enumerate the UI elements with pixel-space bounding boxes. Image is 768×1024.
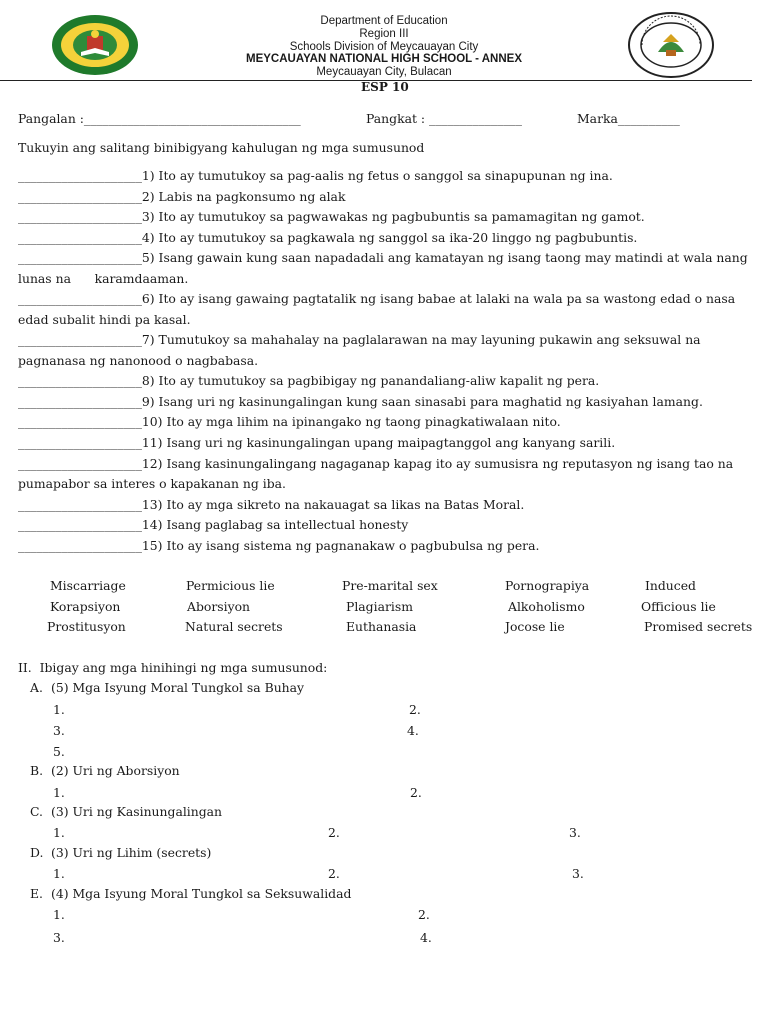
answer-slot[interactable]: 1.	[53, 866, 65, 881]
answer-slot[interactable]: 1.	[53, 907, 65, 922]
section-a-title: (5) Mga Isyung Moral Tungkol sa Buhay	[51, 680, 305, 695]
answer-slot[interactable]: 1.	[53, 825, 65, 840]
answer-slot[interactable]: 2.	[409, 702, 421, 717]
section-d-label: D.	[30, 845, 44, 860]
item-11[interactable]: ____________________11) Isang uri ng kasinungalingan upang maipagtanggol ang kanyang sarili.	[18, 435, 616, 450]
score-field[interactable]: Marka__________	[577, 111, 680, 126]
item-7[interactable]: ____________________7) Tumutukoy sa mahahalay na paglalarawan na may layuning pukawin ang seksuwal na	[18, 332, 701, 347]
answer-slot[interactable]: 2.	[328, 866, 340, 881]
answer-slot[interactable]: 4.	[420, 930, 432, 945]
item-8[interactable]: ____________________8) Ito ay tumutukoy sa pagbibigay ng panandaliang-aliw kapalit ng pera.	[18, 373, 600, 388]
word-bank-term: Promised secrets	[644, 619, 753, 634]
item-10[interactable]: ____________________10) Ito ay mga lihim na ipinangako ng taong pinagkatiwalaan nito.	[18, 414, 561, 429]
item-9[interactable]: ____________________9) Isang uri ng kasinungalingan kung saan sinasabi para maghatid ng kasiyahan lamang.	[18, 394, 703, 409]
section-e-title: (4) Mga Isyung Moral Tungkol sa Seksuwalidad	[51, 886, 352, 901]
word-bank-term: Permicious lie	[186, 578, 275, 593]
word-bank-term: Aborsiyon	[187, 599, 251, 614]
item-14[interactable]: ____________________14) Isang paglabag sa intellectual honesty	[18, 517, 409, 532]
subject-title: ESP 10	[361, 80, 409, 94]
school-logo	[628, 12, 714, 78]
item-3[interactable]: ____________________3) Ito ay tumutukoy sa pagwawakas ng pagbubuntis sa pamamagitan ng gamot.	[18, 209, 645, 224]
item-6-cont: edad subalit hindi pa kasal.	[18, 312, 191, 327]
name-field[interactable]: Pangalan :___________________________________	[18, 111, 301, 126]
section-b-label: B.	[30, 763, 44, 778]
word-bank-term: Pre-marital sex	[342, 578, 438, 593]
item-2[interactable]: ____________________2) Labis na pagkonsumo ng alak	[18, 189, 346, 204]
item-12[interactable]: ____________________12) Isang kasinungalingang nagaganap kapag ito ay sumusisra ng reputasyon ng isang tao na	[18, 456, 734, 471]
answer-slot[interactable]: 2.	[418, 907, 430, 922]
word-bank-term: Korapsiyon	[50, 599, 121, 614]
answer-slot[interactable]: 1.	[53, 702, 65, 717]
item-12-cont: pumapabor sa interes o kapakanan ng iba.	[18, 476, 286, 491]
word-bank-term: Natural secrets	[185, 619, 283, 634]
section-e-label: E.	[30, 886, 43, 901]
answer-slot[interactable]: 3.	[53, 723, 65, 738]
word-bank-term: Jocose lie	[505, 619, 565, 634]
word-bank-term: Plagiarism	[346, 599, 413, 614]
instructions: Tukuyin ang salitang binibigyang kahulugan ng mga sumusunod	[18, 140, 425, 155]
item-5-cont: lunas na karamdaaman.	[18, 271, 189, 286]
answer-slot[interactable]: 3.	[569, 825, 581, 840]
word-bank-term: Miscarriage	[50, 578, 126, 593]
answer-slot[interactable]: 5.	[53, 744, 65, 759]
word-bank-term: Prostitusyon	[47, 619, 126, 634]
word-bank-term: Alkoholismo	[508, 599, 585, 614]
section-b-title: (2) Uri ng Aborsiyon	[51, 763, 180, 778]
item-1[interactable]: ____________________1) Ito ay tumutukoy sa pag-aalis ng fetus o sanggol sa sinapupunan ng ina.	[18, 168, 613, 183]
answer-slot[interactable]: 3.	[53, 930, 65, 945]
answer-slot[interactable]: 4.	[407, 723, 419, 738]
header-division: Schools Division of Meycauayan City	[289, 41, 479, 53]
part2-title: II. Ibigay ang mga hinihingi ng mga sumusunod:	[18, 660, 328, 675]
answer-slot[interactable]: 2.	[328, 825, 340, 840]
word-bank-term: Officious lie	[641, 599, 716, 614]
item-15[interactable]: ____________________15) Ito ay isang sistema ng pagnanakaw o pagbubulsa ng pera.	[18, 538, 540, 553]
section-c-title: (3) Uri ng Kasinungalingan	[51, 804, 223, 819]
item-13[interactable]: ____________________13) Ito ay mga sikreto na nakauagat sa likas na Batas Moral.	[18, 497, 525, 512]
section-field[interactable]: Pangkat : _______________	[366, 111, 522, 126]
section-a-label: A.	[30, 680, 43, 695]
item-4[interactable]: ____________________4) Ito ay tumutukoy sa pagkawala ng sanggol sa ika-20 linggo ng pagbubuntis.	[18, 230, 638, 245]
header-location: Meycauayan City, Bulacan	[316, 66, 452, 78]
item-7-cont: pagnanasa ng nanonood o nagbabasa.	[18, 353, 259, 368]
word-bank-term: Euthanasia	[346, 619, 417, 634]
answer-slot[interactable]: 3.	[572, 866, 584, 881]
item-6[interactable]: ____________________6) Ito ay isang gawaing pagtatalik ng isang babae at lalaki na wala pa sa wastong edad o nasa	[18, 291, 736, 306]
word-bank-term: Induced	[645, 578, 696, 593]
section-d-title: (3) Uri ng Lihim (secrets)	[51, 845, 212, 860]
item-5[interactable]: ____________________5) Isang gawain kung saan napadadali ang kamatayan ng isang taong may matindi at wala nang	[18, 250, 748, 265]
deped-logo	[51, 14, 139, 76]
answer-slot[interactable]: 1.	[53, 785, 65, 800]
header-school-name: MEYCAUAYAN NATIONAL HIGH SCHOOL - ANNEX	[245, 53, 523, 65]
header-department: Department of Education	[320, 15, 448, 27]
header-region: Region III	[359, 28, 409, 40]
answer-slot[interactable]: 2.	[410, 785, 422, 800]
word-bank-term: Pornograpiya	[505, 578, 590, 593]
section-c-label: C.	[30, 804, 43, 819]
